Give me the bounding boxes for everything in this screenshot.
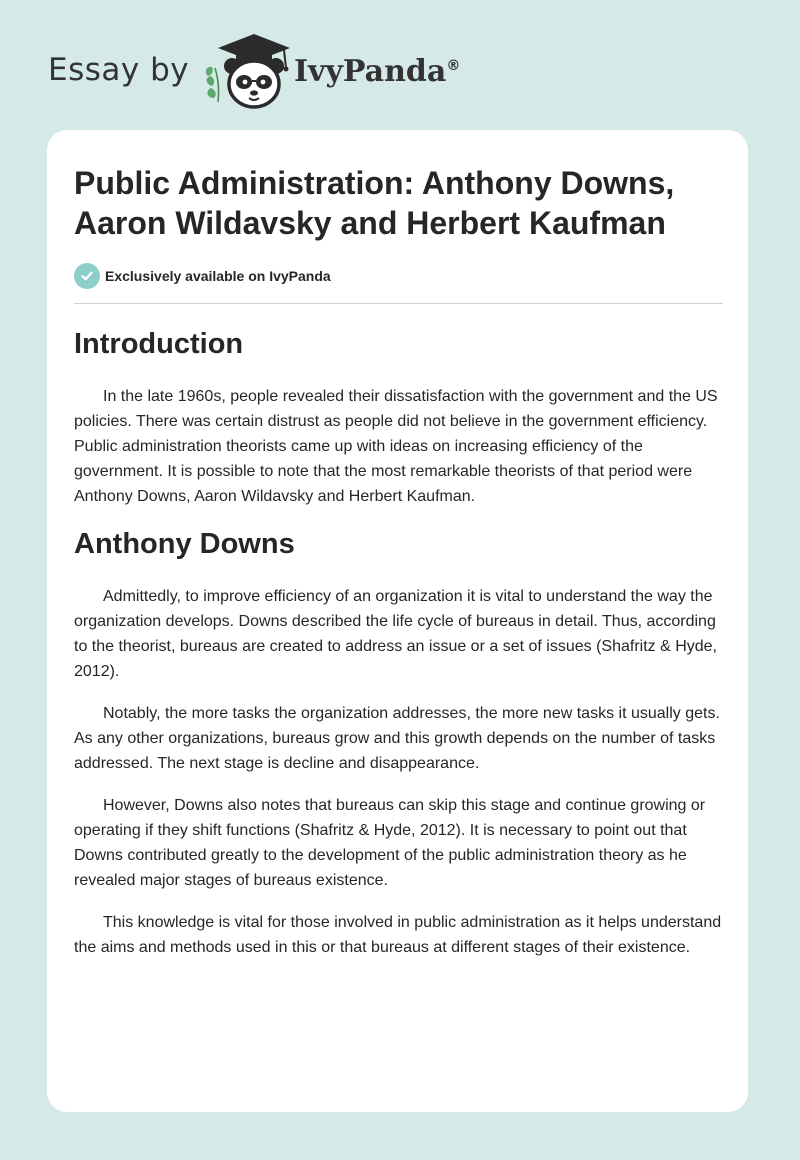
- panda-graduate-logo-icon[interactable]: [202, 32, 292, 110]
- paragraph: However, Downs also notes that bureaus can skip this stage and continue growing or operating if they shift functions (Shafritz & Hyde, 2012). It is necessary to point out that Downs contributed greatly to the development of the public administration theory as he revealed major stages of bureaus existence.: [74, 797, 706, 889]
- section-anthony-downs: [74, 526, 724, 960]
- paragraph: In the late 1960s, people revealed their dissatisfaction with the government and the US policies. There was certain distrust as people did not believe in the government efficiency. Public administration theorists came up with ideas on increasing efficiency of the government. It is possible to note that the most remarkable theorists of that period were Anthony Downs, Aaron Wildavsky and Herbert Kaufman.: [74, 388, 718, 505]
- essay-card: [47, 130, 748, 1112]
- exclusive-badge: [74, 263, 331, 289]
- paragraph: Admittedly, to improve efficiency of an organization it is vital to understand the way the organization develops. Downs described the life cycle of bureaus in detail. Thus, according to the theorist, bureaus are created to address an issue or a set of issues (Shafritz & Hyde, 2012).: [74, 588, 717, 680]
- paragraph: Notably, the more tasks the organization addresses, the more new tasks it usually gets. As any other organizations, bureaus grow and this growth depends on the number of tasks addressed. The next stage is decline and disappearance.: [74, 705, 720, 772]
- essay-body: [74, 326, 724, 977]
- paragraph: This knowledge is vital for those involved in public administration as it helps understand the aims and methods used in this or that bureaus at different stages of their existence.: [74, 914, 722, 956]
- essay-title: Public Administration: Anthony Downs, Aaron Wildavsky and Herbert Kaufman: [74, 165, 675, 241]
- checkmark-icon: [74, 263, 100, 289]
- exclusive-badge-label: Exclusively available on IvyPanda: [105, 268, 331, 284]
- brand-name-text: IvyPanda: [294, 54, 447, 89]
- title-divider: [74, 303, 723, 304]
- section-introduction: [74, 326, 724, 509]
- section-heading: Anthony Downs: [74, 528, 295, 560]
- registered-mark: ®: [446, 58, 461, 74]
- essay-by-label: Essay by: [48, 52, 190, 88]
- section-heading: Introduction: [74, 328, 244, 360]
- site-header: [48, 30, 648, 110]
- brand-name[interactable]: [294, 54, 460, 89]
